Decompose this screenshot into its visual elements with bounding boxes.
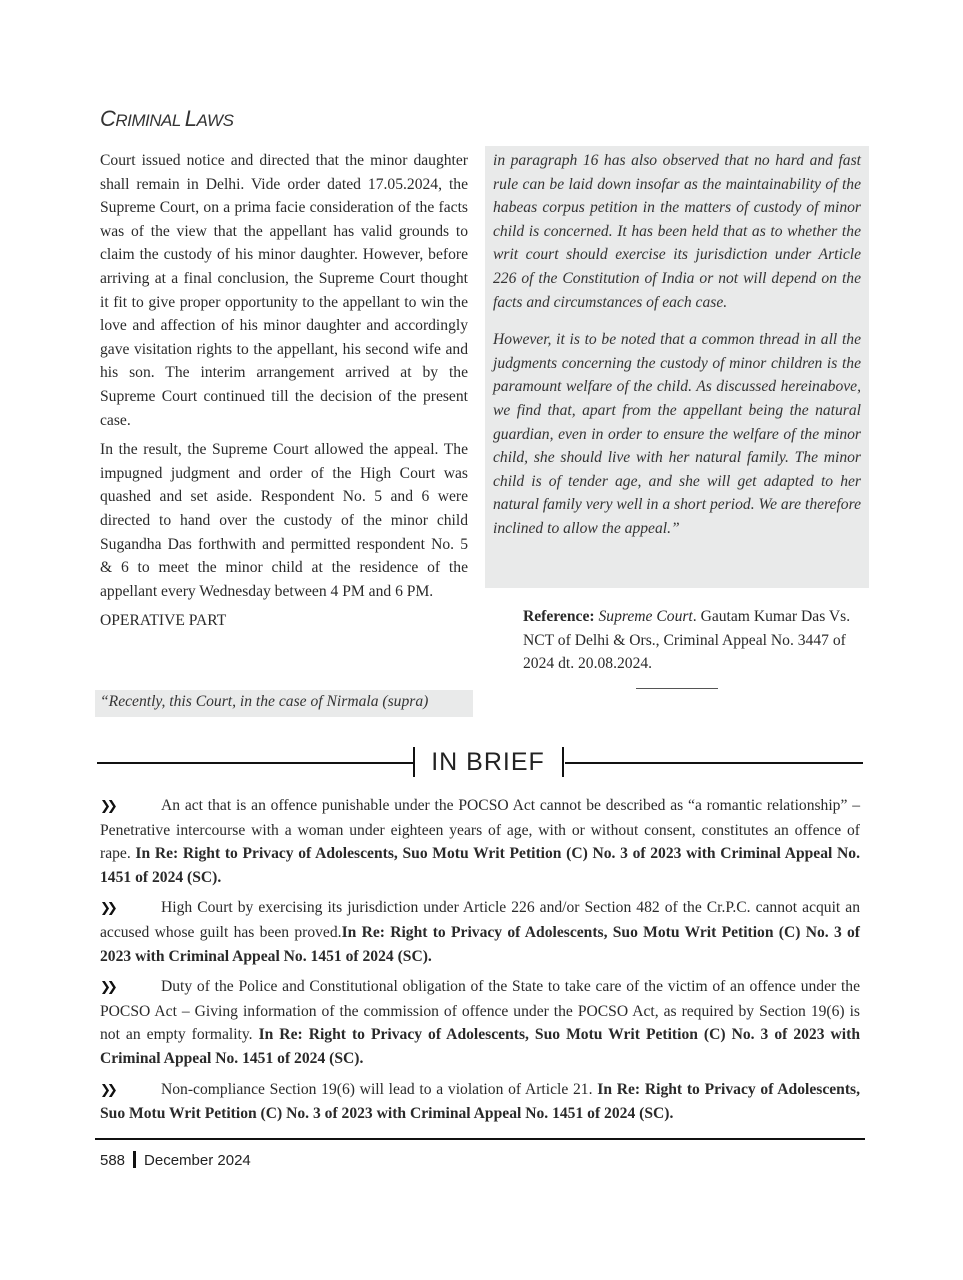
double-arrow-icon: ❯❯ <box>100 901 114 917</box>
in-brief-bar-right <box>562 747 564 777</box>
reference-divider <box>636 688 718 689</box>
page-footer <box>100 1151 251 1169</box>
brief-text: An act that is an offence punishable under the POCSO Act cannot be described as “a romantic relationship” – Penetrative intercourse with a woman under eighteen years of age, with or without consent, constitutes an offence of rape. <box>100 797 860 863</box>
page-number: 588 <box>100 1152 126 1169</box>
brief-citation: In Re: Right to Privacy of Adolescents, Suo Motu Writ Petition (C) No. 3 of 2023 with Criminal Appeal No. 1451 of 2024 (SC). <box>100 1080 860 1123</box>
left-paragraph: In the result, the Supreme Court allowed the appeal. The impugned judgment and order of the High Court was quashed and set aside. Respondent No. 5 and 6 were directed to hand over the custody of the minor child Sugandha Das forthwith and permitted respondent No. 5 & 6 to meet the minor child at the residence of the appellant every Wednesday between 4 PM and 6 PM. <box>100 441 468 600</box>
brief-citation: In Re: Right to Privacy of Adolescents, Suo Motu Writ Petition (C) No. 3 of 2023 with Criminal Appeal No. 1451 of 2024 (SC). <box>100 845 860 886</box>
double-arrow-icon: ❯❯ <box>100 799 114 814</box>
reference-text: . Gautam Kumar Das Vs. NCT of Delhi & Ors., Criminal Appeal No. 3447 of 2024 dt. 20.08.2024. <box>523 608 851 673</box>
brief-citation: In Re: Right to Privacy of Adolescents, Suo Motu Writ Petition (C) No. 3 of 2023 with Criminal Appeal No. 1451 of 2024 (SC). <box>100 923 860 965</box>
issue-date: December 2024 <box>144 1152 251 1169</box>
reference-court: Supreme Court <box>598 608 693 625</box>
in-brief-rule-right <box>565 762 863 764</box>
double-arrow-icon: ❯❯ <box>100 980 114 996</box>
section-title <box>100 106 233 132</box>
left-column <box>100 149 468 639</box>
section-title-initial-2: L <box>184 106 197 131</box>
reference <box>523 605 853 676</box>
brief-text: Duty of the Police and Constitutional obligation of the State to take care of the victim of an offence under the POCSO Act – Giving information of the commission of offence under the POCSO Act, as required by Section 19(6) is not an empty formality. <box>100 978 860 1044</box>
brief-item <box>100 896 860 968</box>
brief-text: Non-compliance Section 19(6) will lead to a violation of Article 21. <box>161 1080 598 1098</box>
brief-text: High Court by exercising its jurisdiction under Article 226 and/or Section 482 of the Cr.P.C. cannot acquit an accused whose guilt has been proved. <box>100 899 860 941</box>
in-brief-rule-left <box>97 762 415 764</box>
section-title-rest: RIMINAL <box>115 111 185 130</box>
brief-item <box>100 794 860 889</box>
quote-paragraph: However, it is to be noted that a common thread in all the judgments concerning the custody of minor children is the paramount welfare of the child. As discussed hereinabove, we find that, apart from the appellant being the natural guardian, even in order to ensure the welfare of the minor child, she should live with her natural family. The minor child is of tender age, and she will get adapted to her natural family very well in a short period. We are therefore inclined to allow the appeal.” <box>493 331 861 537</box>
section-title-rest-2: AWS <box>196 111 234 130</box>
in-brief-bar-left <box>413 747 415 777</box>
reference-label: Reference: <box>523 608 595 625</box>
quote-text-start: “Recently, this Court, in the case of Nirmala (supra) <box>100 693 429 710</box>
section-title-initial: C <box>100 106 116 131</box>
footer-rule <box>95 1138 865 1140</box>
in-brief-title: IN BRIEF <box>431 748 545 776</box>
left-paragraph: Court issued notice and directed that the minor daughter shall remain in Delhi. Vide order dated 17.05.2024, the Supreme Court, on a prima facie consideration of the facts was of the view that the appellant has valid grounds to claim the custody of his minor daughter. However, before arriving at a final conclusion, the Supreme Court thought it fit to give proper opportunity to the appellant to win the love and affection of his minor daughter and accordingly gave visitation rights to the appellant, his second wife and his son. The interim arrangement arrived at by the Supreme Court continued till the decision of the present case. <box>100 152 468 429</box>
double-arrow-icon: ❯❯ <box>100 1082 114 1098</box>
brief-citation: In Re: Right to Privacy of Adolescents, Suo Motu Writ Petition (C) No. 3 of 2023 with Criminal Appeal No. 1451 of 2024 (SC). <box>100 1026 860 1067</box>
in-brief-list <box>100 794 860 1133</box>
brief-item <box>100 975 860 1070</box>
quote-box-start <box>95 690 473 717</box>
operative-part-heading: OPERATIVE PART <box>100 612 227 630</box>
footer-separator <box>133 1151 136 1168</box>
quote-paragraph: in paragraph 16 has also observed that no hard and fast rule can be laid down insofar as the maintainability of the habeas corpus petition in the matters of custody of minor child is concerned. It has been held that as to whether the writ court should exercise its jurisdiction under Article 226 of the Constitution of India or not will depend on the facts and circumstances of each case. <box>493 152 861 311</box>
brief-item <box>100 1078 860 1126</box>
quote-box <box>485 146 869 588</box>
